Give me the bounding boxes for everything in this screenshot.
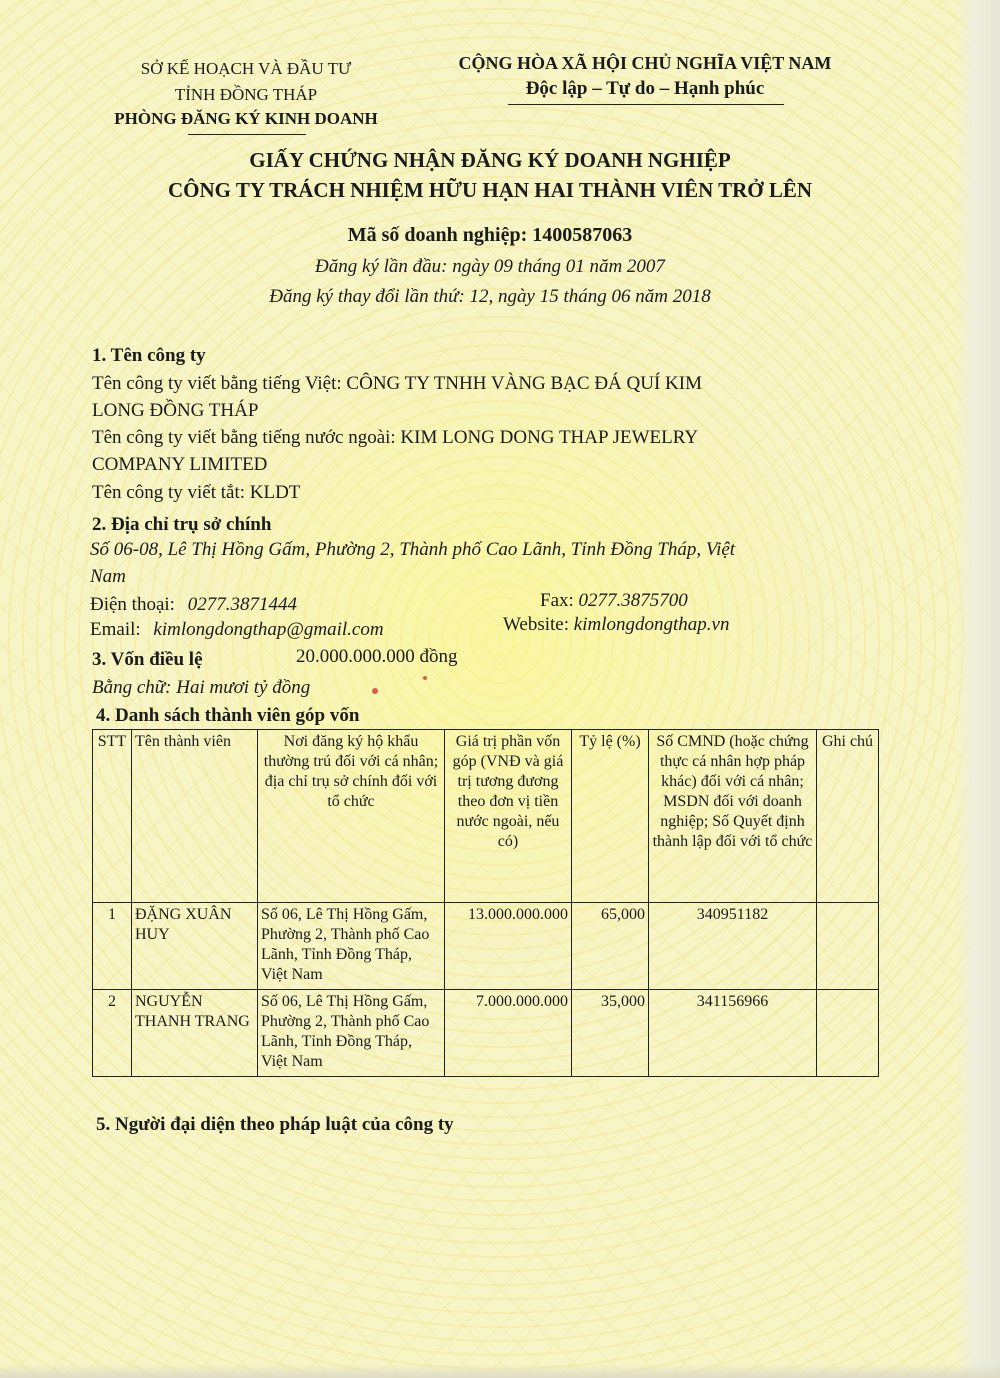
fax-value: 0277.3875700	[578, 590, 688, 611]
email-label: Email:	[90, 619, 141, 640]
website-label: Website:	[503, 614, 570, 635]
issuer-line-3: PHÒNG ĐĂNG KÝ KINH DOANH	[114, 109, 378, 128]
cell-note	[817, 903, 879, 990]
certificate-title: GIẤY CHỨNG NHẬN ĐĂNG KÝ DOANH NGHIỆP	[249, 148, 731, 172]
phone-row	[90, 594, 297, 616]
email-value: kimlongdongthap@gmail.com	[153, 619, 384, 640]
company-name-foreign-line2: COMPANY LIMITED	[92, 454, 268, 475]
ink-mark	[423, 676, 427, 680]
cell-id-number: 340951182	[649, 903, 817, 990]
fax-row	[540, 590, 688, 612]
enterprise-code: Mã số doanh nghiệp: 1400587063	[347, 224, 633, 246]
change-registration-date: Đăng ký thay đổi lần thứ: 12, ngày 15 tháng 06 năm 2018	[269, 286, 711, 307]
head-office-address-line1: Số 06-08, Lê Thị Hồng Gấm, Phường 2, Thành phố Cao Lãnh, Tỉnh Đồng Tháp, Việt	[90, 539, 736, 560]
charter-capital-amount: 20.000.000.000 đồng	[296, 646, 458, 667]
page-edge-shadow	[956, 0, 1000, 1378]
column-header-id-number: Số CMND (hoặc chứng thực cá nhân hợp pháp khác) đối với cá nhân; MSDN đối với doanh nghiệp; Số Quyết định thành lập đối với tổ chức	[649, 730, 817, 903]
ink-mark	[372, 688, 378, 694]
cell-address: Số 06, Lê Thị Hồng Gấm, Phường 2, Thành phố Cao Lãnh, Tỉnh Đồng Tháp, Việt Nam	[258, 903, 445, 990]
section-5-heading: 5. Người đại diện theo pháp luật của công ty	[96, 1114, 454, 1135]
motto-underline	[508, 104, 784, 105]
column-header-ratio: Tỷ lệ (%)	[572, 730, 649, 903]
company-name-vn-line1: Tên công ty viết bằng tiếng Việt: CÔNG TY TNHH VÀNG BẠC ĐÁ QUÍ KIM	[92, 373, 702, 394]
national-motto: Độc lập – Tự do – Hạnh phúc	[525, 78, 765, 99]
section-3-heading: 3. Vốn điều lệ	[92, 649, 203, 670]
column-header-note: Ghi chú	[817, 730, 879, 903]
company-short-name: Tên công ty viết tắt: KLDT	[92, 482, 301, 503]
table-row	[93, 990, 879, 1077]
section-2-heading: 2. Địa chỉ trụ sở chính	[92, 514, 272, 535]
website-row	[503, 614, 729, 636]
column-header-stt: STT	[93, 730, 132, 903]
company-name-foreign-line1: Tên công ty viết bằng tiếng nước ngoài: KIM LONG DONG THAP JEWELRY	[92, 427, 699, 448]
table-header-row	[93, 730, 879, 903]
cell-capital: 7.000.000.000	[445, 990, 572, 1077]
column-header-capital: Giá trị phần vốn góp (VNĐ và giá trị tương đương theo đơn vị tiền nước ngoài, nếu có)	[445, 730, 572, 903]
section-4-heading: 4. Danh sách thành viên góp vốn	[96, 705, 360, 726]
national-title: CỘNG HÒA XÃ HỘI CHỦ NGHĨA VIỆT NAM	[458, 53, 832, 73]
section-1-heading: 1. Tên công ty	[92, 345, 206, 366]
website-value: kimlongdongthap.vn	[573, 614, 730, 635]
column-header-member-name: Tên thành viên	[132, 730, 258, 903]
cell-ratio: 65,000	[572, 903, 649, 990]
issuer-line-2: TỈNH ĐỒNG THÁP	[174, 85, 318, 104]
table-row	[93, 903, 879, 990]
cell-stt: 1	[93, 903, 132, 990]
fax-label: Fax:	[540, 590, 574, 611]
cell-member-name: ĐẶNG XUÂN HUY	[132, 903, 258, 990]
charter-capital-in-words: Bằng chữ: Hai mươi tỷ đồng	[92, 677, 311, 698]
cell-ratio: 35,000	[572, 990, 649, 1077]
cell-note	[817, 990, 879, 1077]
email-row	[90, 619, 384, 641]
phone-value: 0277.3871444	[187, 594, 297, 615]
company-type-title: CÔNG TY TRÁCH NHIỆM HỮU HẠN HAI THÀNH VIÊN TRỞ LÊN	[167, 178, 813, 202]
column-header-address: Nơi đăng ký hộ khẩu thường trú đối với cá nhân; địa chỉ trụ sở chính đối với tổ chức	[258, 730, 445, 903]
page-bottom-shadow	[0, 1364, 1000, 1378]
cell-id-number: 341156966	[649, 990, 817, 1077]
issuer-line-1: SỞ KẾ HOẠCH VÀ ĐẦU TƯ	[140, 59, 352, 78]
head-office-address-line2: Nam	[90, 566, 126, 587]
members-table	[92, 729, 879, 1077]
issuer-underline	[188, 134, 306, 135]
cell-capital: 13.000.000.000	[445, 903, 572, 990]
first-registration-date: Đăng ký lần đầu: ngày 09 tháng 01 năm 2007	[315, 256, 665, 277]
cell-member-name: NGUYỄN THANH TRANG	[132, 990, 258, 1077]
company-name-vn-line2: LONG ĐỒNG THÁP	[92, 400, 259, 421]
phone-label: Điện thoại:	[90, 594, 175, 615]
cell-address: Số 06, Lê Thị Hồng Gấm, Phường 2, Thành phố Cao Lãnh, Tỉnh Đồng Tháp, Việt Nam	[258, 990, 445, 1077]
cell-stt: 2	[93, 990, 132, 1077]
